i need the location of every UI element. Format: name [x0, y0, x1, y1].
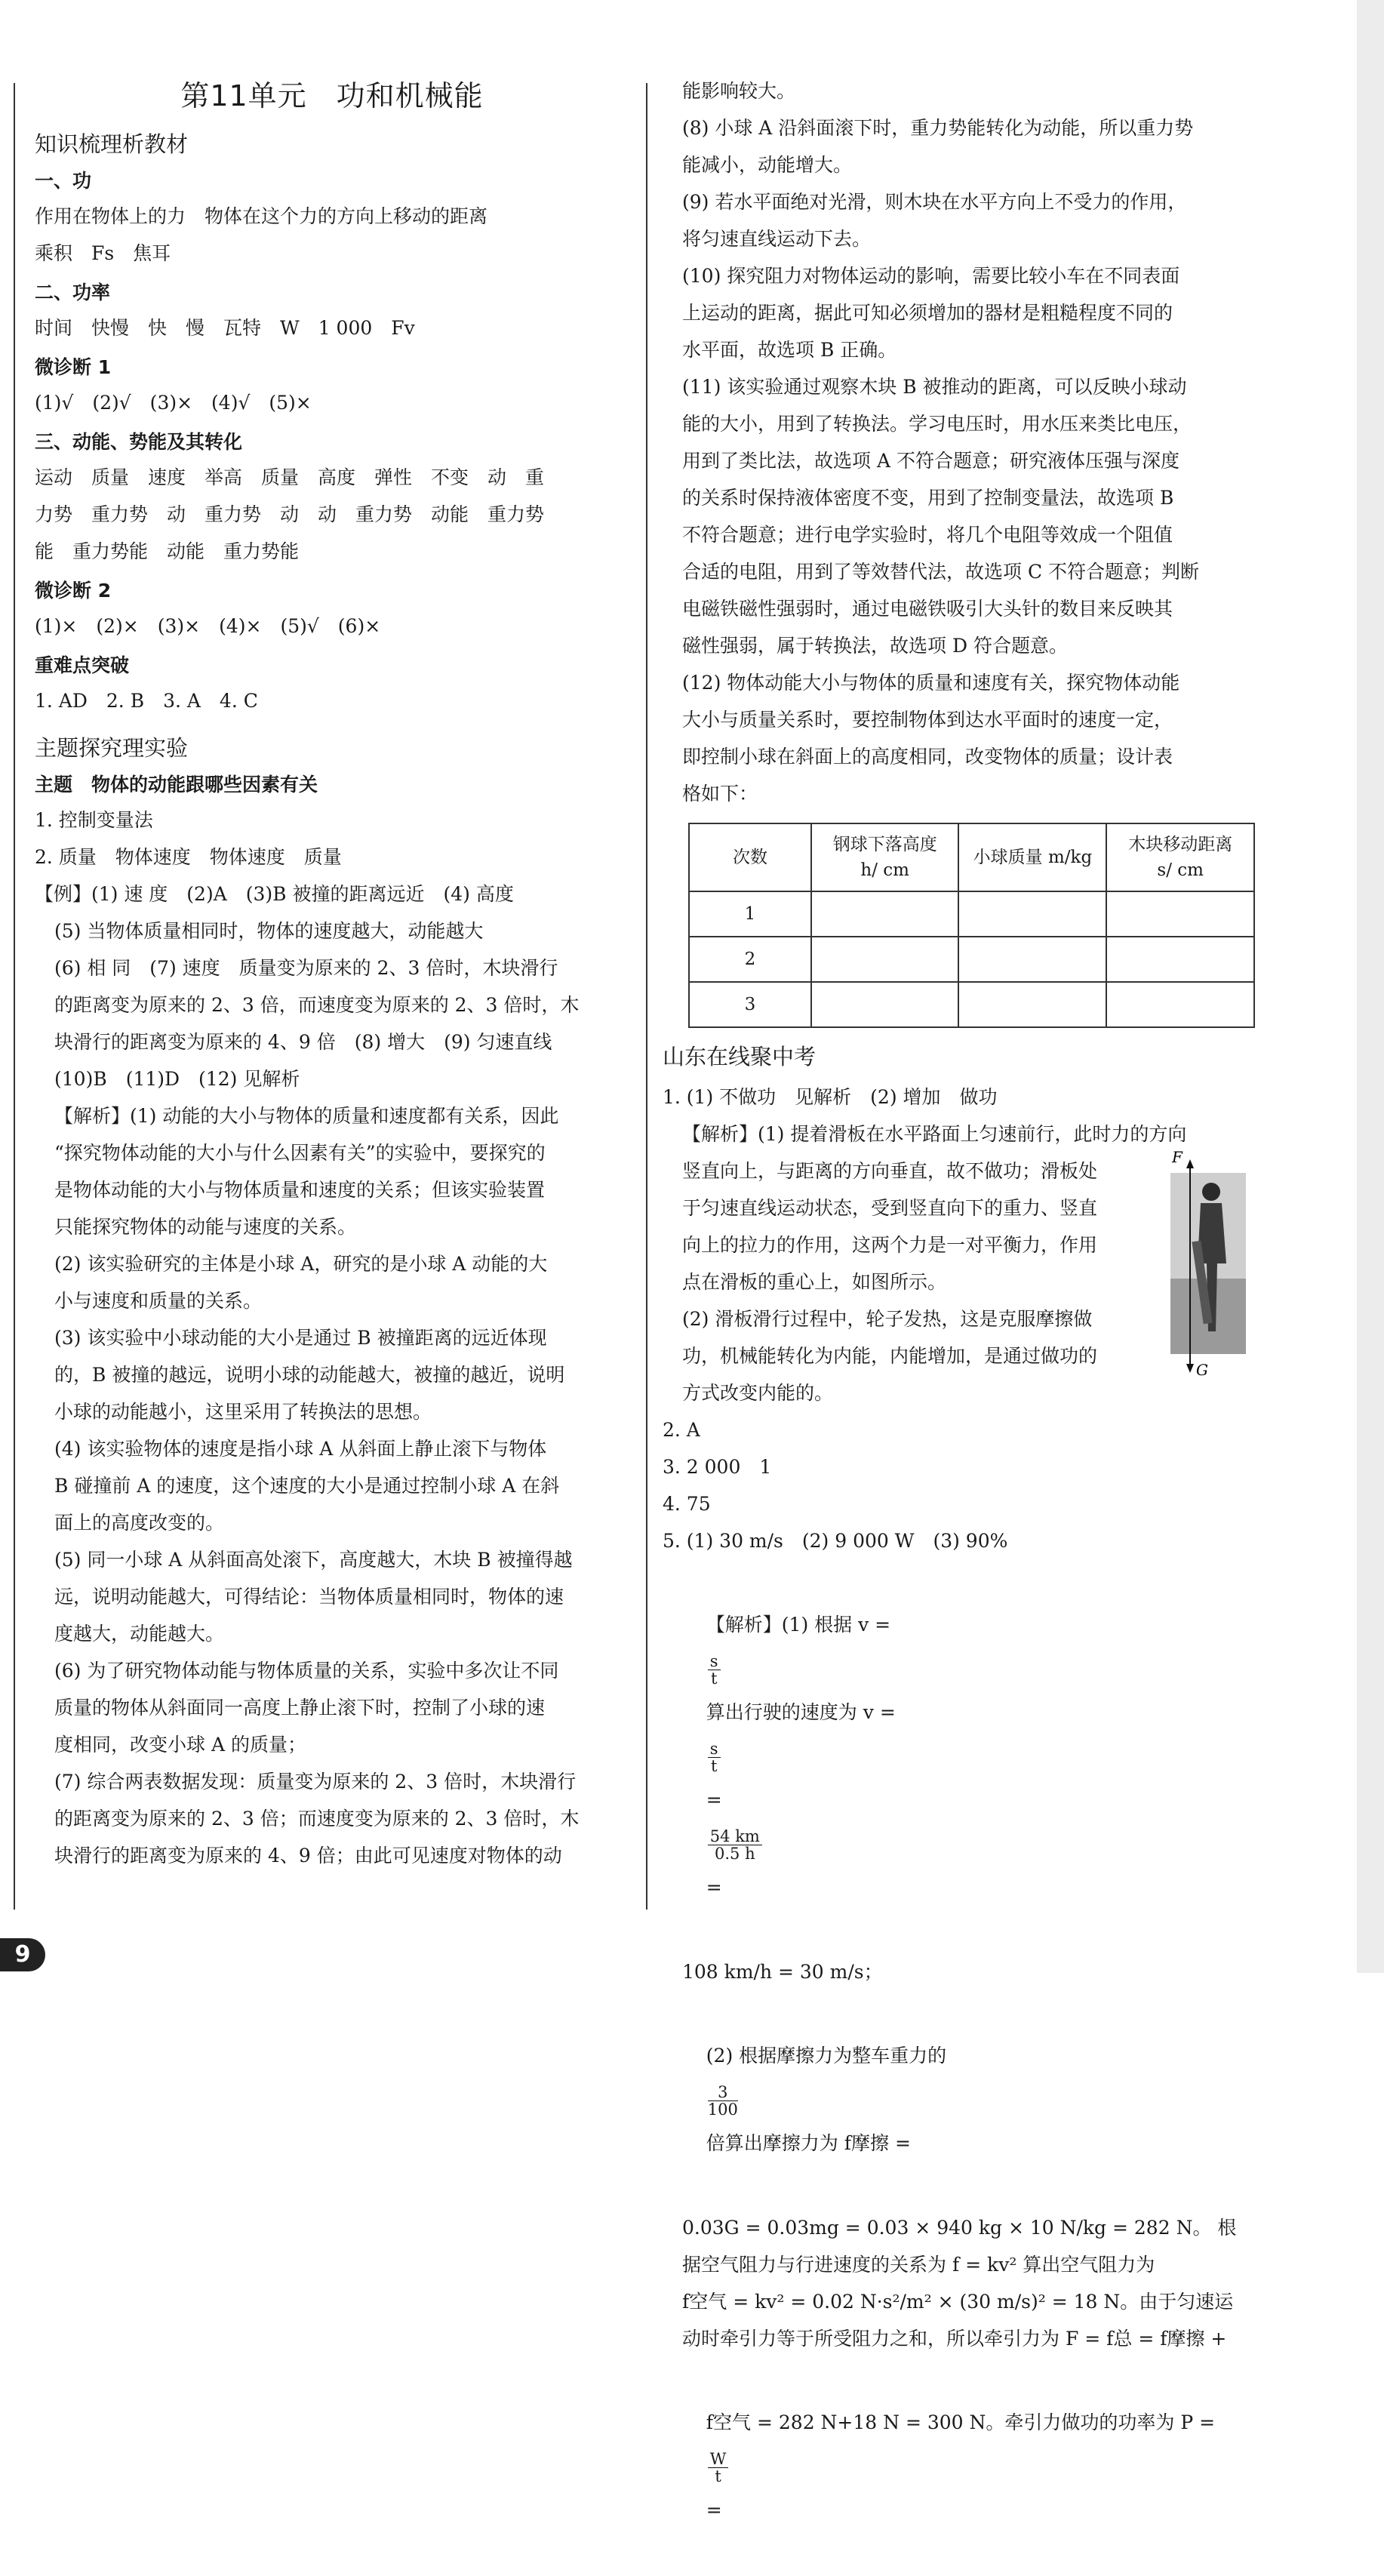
- text-line: 1. AD 2. B 3. A 4. C: [35, 690, 258, 712]
- text-line: 块滑行的距离变为原来的 4、9 倍 (8) 增大 (9) 匀速直线: [54, 1031, 552, 1053]
- text-line: 能的大小，用到了转换法。学习电压时，用水压来类比电压，: [682, 413, 1192, 435]
- text-line: 2. A: [663, 1419, 700, 1441]
- formula-line: [663, 1990, 1255, 2209]
- header-text: 钢球下落高度: [832, 835, 937, 854]
- text-line: 块滑行的距离变为原来的 4、9 倍；由此可见速度对物体的动: [54, 1845, 562, 1867]
- text-line: 的关系时保持液体密度不变，用到了控制变量法，故选项 B: [682, 487, 1174, 509]
- text-line: 竖直向上，与距离的方向垂直，故不做功；滑板处: [682, 1160, 1098, 1182]
- text-line: B 碰撞前 A 的速度，这个速度的大小是通过控制小球 A 在斜: [54, 1475, 560, 1497]
- column-divider: [646, 83, 647, 1910]
- section-experiment: 主题探究理实验: [35, 735, 189, 761]
- force-f-arrowhead: [1186, 1159, 1194, 1168]
- text-line: 远，说明动能越大，可得结论：当物体质量相同时，物体的速: [54, 1586, 564, 1608]
- numerator: s: [708, 1653, 721, 1670]
- numerator: s: [708, 1740, 721, 1758]
- table-cell: [958, 937, 1106, 982]
- text-line: 【解析】(1) 动能的大小与物体的质量和速度都有关系，因此: [54, 1105, 559, 1127]
- text-span: =: [706, 1789, 722, 1811]
- table-header-mass: 小球质量 m/kg: [958, 823, 1106, 891]
- numerator: 3: [708, 2084, 738, 2101]
- text-line: 电磁铁磁性强弱时，通过电磁铁吸引大头针的数目来反映其: [682, 598, 1173, 620]
- table-cell: [958, 982, 1106, 1027]
- text-line: 磁性强弱，属于转换法，故选项 D 符合题意。: [682, 635, 1068, 657]
- text-line: 1. (1) 不做功 见解析 (2) 增加 做功: [663, 1086, 998, 1108]
- header-unit: s/ cm: [1157, 860, 1204, 880]
- right-column: [663, 72, 1255, 2576]
- text-line: 质量的物体从斜面同一高度上静止滚下时，控制了小球的速: [54, 1697, 546, 1719]
- left-margin-rule: [14, 83, 15, 1910]
- unit-title: 第11单元 功和机械能: [180, 79, 484, 112]
- text-line: (11) 该实验通过观察木块 B 被推动的距离，可以反映小球动: [682, 376, 1187, 398]
- text-line: 【解析】(1) 提着滑板在水平路面上匀速前行，此时力的方向: [682, 1123, 1187, 1145]
- heading-diagnosis-2: 微诊断 2: [35, 580, 112, 602]
- numerator: 54 km: [708, 1828, 762, 1845]
- denominator: t: [715, 2467, 721, 2485]
- force-f-label: F: [1172, 1150, 1183, 1166]
- text-line: (8) 小球 A 沿斜面滚下时，重力势能转化为动能，所以重力势: [682, 117, 1194, 139]
- formula-line: [663, 2357, 1255, 2576]
- text-line: (12) 物体动能大小与物体的质量和速度有关，探究物体动能: [682, 672, 1180, 694]
- text-line: 的距离变为原来的 2、3 倍；而速度变为原来的 2、3 倍时，木: [54, 1808, 580, 1830]
- text-line: 即控制小球在斜面上的高度相同，改变物体的质量；设计表: [682, 746, 1173, 768]
- table-row: [689, 982, 1254, 1027]
- text-line: (5) 当物体质量相同时，物体的速度越大，动能越大: [54, 920, 484, 942]
- left-column: [35, 72, 629, 1874]
- table-cell: [811, 982, 959, 1027]
- table-cell: 1: [689, 891, 811, 937]
- text-line: 只能探究物体的动能与速度的关系。: [54, 1216, 357, 1238]
- text-line: (6) 相 同 (7) 速度 质量变为原来的 2、3 倍时，木块滑行: [54, 957, 558, 979]
- section-knowledge: 知识梳理析教材: [35, 131, 189, 157]
- text-line: 时间 快慢 快 慢 瓦特 W 1 000 Fv: [35, 317, 415, 339]
- table-row: [689, 891, 1254, 937]
- text-line: 小与速度和质量的关系。: [54, 1290, 263, 1312]
- text-line: 3. 2 000 1: [663, 1456, 772, 1478]
- text-line: 小球的动能越小，这里采用了转换法的思想。: [54, 1401, 432, 1423]
- fraction-s-t: [708, 1653, 721, 1687]
- text-line: 水平面，故选项 B 正确。: [682, 339, 897, 361]
- text-span: 倍算出摩擦力为 f摩擦 =: [706, 2132, 911, 2154]
- text-line: 0.03G = 0.03mg = 0.03 × 940 kg × 10 N/kg = 282 N。 根: [682, 2217, 1237, 2239]
- text-line: 于匀速直线运动状态，受到竖直向下的重力、竖直: [682, 1197, 1098, 1219]
- text-line: 能减小，动能增大。: [682, 154, 853, 176]
- text-line: (10) 探究阻力对物体运动的影响，需要比较小车在不同表面: [682, 265, 1180, 287]
- header-unit: h/ cm: [860, 860, 909, 880]
- page-edge: [1357, 0, 1384, 1973]
- text-line: 能影响较大。: [682, 80, 796, 102]
- text-line: 力势 重力势 动 重力势 动 动 重力势 动能 重力势: [35, 503, 545, 525]
- text-line: 用到了类比法，故选项 A 不符合题意；研究液体压强与深度: [682, 450, 1179, 472]
- table-cell: 3: [689, 982, 811, 1027]
- text-line: 能 重力势能 动能 重力势能: [35, 540, 300, 562]
- text-line: 面上的高度改变的。: [54, 1512, 225, 1534]
- table-cell: [811, 937, 959, 982]
- text-line: 的，B 被撞的越远，说明小球的动能越大，被撞的越近，说明: [54, 1364, 565, 1386]
- text-span: 【解析】(1) 根据 v =: [706, 1614, 891, 1636]
- numerator: W: [708, 2451, 729, 2468]
- text-line: (9) 若水平面绝对光滑，则木块在水平方向上不受力的作用，: [682, 191, 1187, 213]
- text-line: 功，机械能转化为内能，内能增加，是通过做功的: [682, 1345, 1098, 1367]
- denominator: 100: [707, 2101, 738, 2119]
- heading-topic: 主题 物体的动能跟哪些因素有关: [35, 774, 318, 796]
- text-line: 1. 控制变量法: [35, 809, 153, 831]
- heading-key-points: 重难点突破: [35, 654, 130, 676]
- denominator: t: [710, 1670, 718, 1688]
- text-line: 运动 质量 速度 举高 质量 高度 弹性 不变 动 重: [35, 466, 545, 488]
- table-cell: [1106, 891, 1254, 937]
- table-header-count: 次数: [689, 823, 811, 891]
- text-line: 5. (1) 30 m/s (2) 9 000 W (3) 90%: [663, 1530, 1008, 1552]
- section-exam: 山东在线聚中考: [663, 1044, 817, 1069]
- fraction-w-t: [708, 2451, 729, 2485]
- table-cell: 2: [689, 937, 811, 982]
- text-line: (10)B (11)D (12) 见解析: [54, 1068, 300, 1090]
- text-line: 乘积 Fs 焦耳: [35, 242, 171, 264]
- text-span: f空气 = 282 N+18 N = 300 N。牵引力做功的功率为 P =: [706, 2411, 1216, 2433]
- text-line: 的距离变为原来的 2、3 倍，而速度变为原来的 2、3 倍时，木: [54, 994, 580, 1016]
- person-head: [1202, 1183, 1220, 1201]
- heading-diagnosis-1: 微诊断 1: [35, 356, 112, 378]
- text-line: (3) 该实验中小球动能的大小是通过 B 被撞距离的远近体现: [54, 1327, 547, 1349]
- text-line: 度越大，动能越大。: [54, 1623, 225, 1645]
- text-line: 4. 75: [663, 1493, 711, 1515]
- text-line: 据空气阻力与行进速度的关系为 f = kv² 算出空气阻力为: [682, 2254, 1155, 2276]
- text-line: 度相同，改变小球 A 的质量；: [54, 1734, 306, 1756]
- text-line: (4) 该实验物体的速度是指小球 A 从斜面上静止滚下与物体: [54, 1438, 547, 1460]
- text-line: 点在滑板的重心上，如图所示。: [682, 1271, 947, 1293]
- text-line: 108 km/h = 30 m/s；: [682, 1961, 883, 1983]
- text-line: 向上的拉力的作用，这两个力是一对平衡力，作用: [682, 1234, 1098, 1256]
- fraction-3-100: [708, 2084, 738, 2118]
- heading-power: 二、功率: [35, 282, 111, 303]
- text-line: 上运动的距离，据此可知必须增加的器材是粗糙程度不同的: [682, 302, 1173, 324]
- design-table: [688, 823, 1255, 1028]
- text-line: (2) 该实验研究的主体是小球 A，研究的是小球 A 动能的大: [54, 1253, 548, 1275]
- text-line: 将匀速直线运动下去。: [682, 228, 872, 250]
- formula-line: [663, 1559, 1255, 1953]
- text-span: =: [706, 2499, 722, 2521]
- text-line: 【例】(1) 速 度 (2)A (3)B 被撞的距离远近 (4) 高度: [35, 883, 514, 905]
- heading-work: 一、功: [35, 170, 92, 192]
- table-row: [689, 937, 1254, 982]
- denominator: t: [710, 1757, 718, 1775]
- table-cell: [1106, 982, 1254, 1027]
- text-line: (2) 滑板滑行过程中，轮子发热，这是克服摩擦做: [682, 1308, 1093, 1330]
- fraction-s-t: [708, 1740, 721, 1774]
- force-g-arrowhead: [1186, 1364, 1194, 1373]
- text-span: =: [706, 1876, 722, 1898]
- text-line: 合适的电阻，用到了等效替代法，故选项 C 不符合题意；判断: [682, 561, 1200, 583]
- fraction-km-h: [708, 1828, 762, 1862]
- header-text: 木块移动距离: [1128, 835, 1233, 854]
- heading-energy: 三、动能、势能及其转化: [35, 431, 243, 453]
- text-line: 格如下：: [682, 783, 758, 805]
- text-line: (1)× (2)× (3)× (4)× (5)√ (6)×: [35, 615, 381, 637]
- text-span: 算出行驶的速度为 v =: [706, 1701, 896, 1723]
- text-line: 动时牵引力等于所受阻力之和，所以牵引力为 F = f总 = f摩擦 +: [682, 2328, 1227, 2350]
- text-line: “探究物体动能的大小与什么因素有关”的实验中，要探究的: [54, 1142, 546, 1164]
- text-line: (5) 同一小球 A 从斜面高处滚下，高度越大，木块 B 被撞得越: [54, 1549, 573, 1571]
- text-line: 2. 质量 物体速度 物体速度 质量: [35, 846, 342, 868]
- text-line: 不符合题意；进行电学实验时，将几个电阻等效成一个阻值: [682, 524, 1173, 546]
- force-g-label: G: [1196, 1361, 1208, 1377]
- page-number: 9: [0, 1938, 45, 1971]
- text-line: 方式改变内能的。: [682, 1382, 834, 1404]
- text-line: 作用在物体上的力 物体在这个力的方向上移动的距离: [35, 205, 488, 227]
- answer-with-figure: [663, 1116, 1255, 1411]
- table-header-height: [811, 823, 959, 891]
- table-cell: [958, 891, 1106, 937]
- denominator: 0.5 h: [715, 1845, 755, 1863]
- skateboard-force-figure: [1157, 1150, 1255, 1377]
- text-line: 是物体动能的大小与物体质量和速度的关系；但该实验装置: [54, 1179, 546, 1201]
- text-line: (1)√ (2)√ (3)× (4)√ (5)×: [35, 392, 312, 414]
- table-cell: [811, 891, 959, 937]
- text-line: f空气 = kv² = 0.02 N·s²/m² × (30 m/s)² = 18 N。由于匀速运: [682, 2291, 1234, 2313]
- table-header-distance: [1106, 823, 1254, 891]
- text-span: (2) 根据摩擦力为整车重力的: [706, 2045, 947, 2067]
- text-line: (6) 为了研究物体动能与物体质量的关系，实验中多次让不同: [54, 1660, 559, 1682]
- table-cell: [1106, 937, 1254, 982]
- text-line: (7) 综合两表数据发现：质量变为原来的 2、3 倍时，木块滑行: [54, 1771, 577, 1793]
- text-line: 大小与质量关系时，要控制物体到达水平面时的速度一定，: [682, 709, 1173, 731]
